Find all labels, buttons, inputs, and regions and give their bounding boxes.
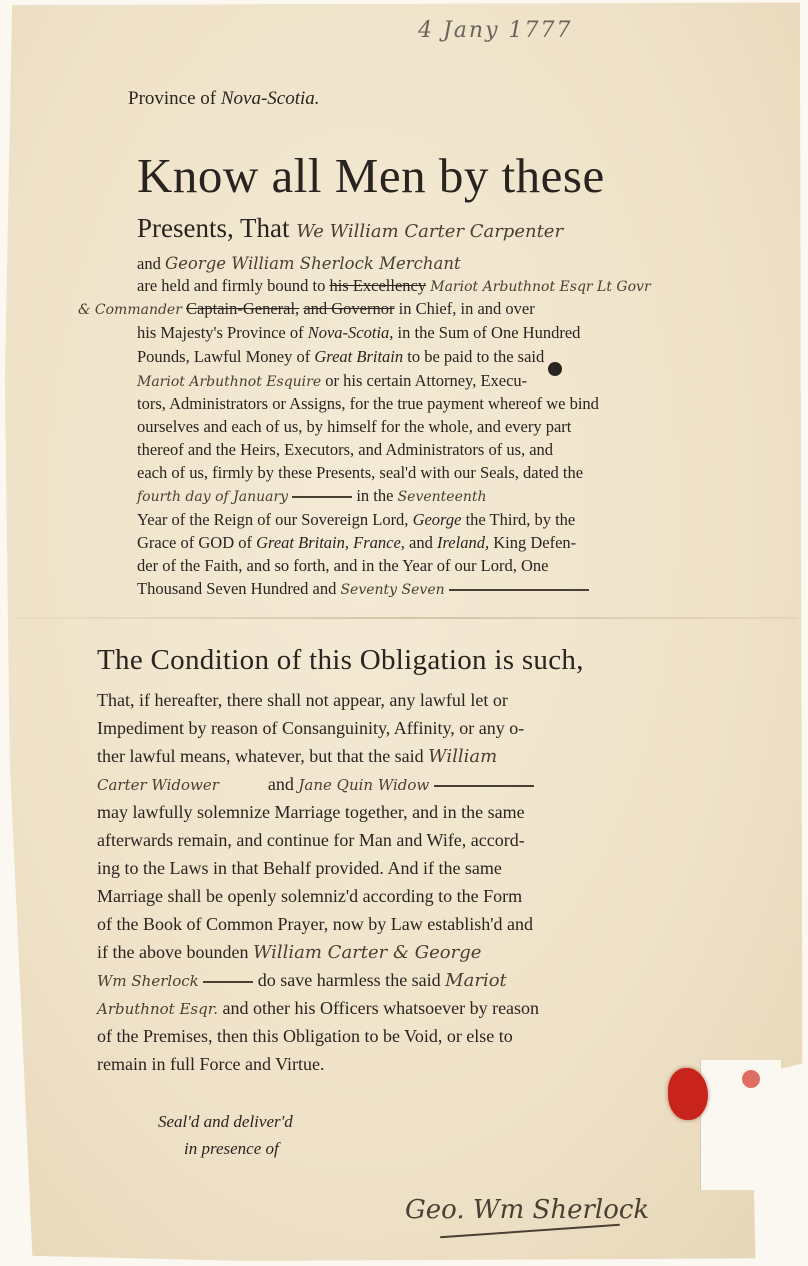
condition-line-12 (97, 995, 539, 1022)
bond-text: the Third, by the (465, 510, 576, 529)
pencil-date-annotation: 4 Jany 1777 (418, 18, 573, 43)
struck-text: his Excellency (329, 276, 427, 295)
struck-text: and Governor (303, 299, 395, 318)
bond-line-10: thereof and the Heirs, Executors, and Administrators of us, and (137, 440, 554, 459)
bond-text: his Majesty's Province of (137, 323, 304, 342)
condition-text: if the above bounden (97, 942, 249, 962)
fill-dash (292, 496, 352, 498)
bond-line-15: der of the Faith, and so forth, and in the Year of our Lord, One (137, 556, 549, 575)
italic-text: Great Britain, (256, 533, 350, 552)
struck-text: Captain-General, (186, 299, 300, 318)
handwritten-field: Mariot Arbuthnot Esquire (137, 374, 322, 390)
condition-line-7: ing to the Laws in that Behalf provided. And if the same (97, 858, 502, 878)
bond-line-8: tors, Administrators or Assigns, for the true payment whereof we bind (137, 394, 599, 413)
handwritten-field: Jane Quin Widow (298, 776, 430, 794)
province-heading (128, 88, 320, 110)
condition-line-11 (97, 967, 507, 994)
fill-dash (203, 981, 253, 983)
condition-line-9: of the Book of Common Prayer, now by Law establish'd and (97, 914, 533, 934)
bond-line-6 (137, 344, 544, 370)
bond-text: Presents, That (137, 213, 290, 243)
bond-text: Pounds, Lawful Money of (137, 347, 311, 366)
wax-seal (668, 1068, 708, 1120)
bond-text: in the (356, 486, 394, 505)
condition-line-2: Impediment by reason of Consanguinity, Affinity, or any o- (97, 718, 525, 738)
condition-line-8: Marriage shall be openly solemniz'd according to the Form (97, 886, 523, 906)
handwritten-field: Carter Widower (97, 776, 219, 794)
paper-tab (700, 1060, 781, 1190)
condition-line-6: afterwards remain, and continue for Man and Wife, accord- (97, 830, 525, 850)
handwritten-field: Seventeenth (397, 489, 487, 505)
bond-text: to be paid to the said (407, 347, 545, 366)
sealed-line-2: in presence of (184, 1139, 279, 1158)
condition-line-3 (97, 743, 497, 770)
handwritten-field: George William Sherlock Merchant (164, 254, 461, 273)
condition-text: ther lawful means, whatever, but that the said (97, 746, 424, 766)
bond-line-1 (137, 213, 563, 244)
bond-line-4 (78, 296, 535, 323)
handwritten-field: Arbuthnot Esqr. (97, 1000, 218, 1018)
condition-line-4 (97, 771, 534, 798)
bond-line-12 (137, 483, 487, 510)
bond-text: or his certain Attorney, Execu- (325, 371, 528, 390)
handwritten-field: fourth day of January (137, 489, 289, 505)
bond-line-9: ourselves and each of us, by himself for the whole, and every part (137, 417, 572, 436)
bond-line-11: each of us, firmly by these Presents, seal'd with our Seals, dated the (137, 463, 584, 482)
condition-text: and (267, 774, 294, 794)
italic-text: George (412, 510, 462, 529)
handwritten-field: & Commander (78, 302, 182, 318)
signature: Geo. Wm Sherlock (405, 1195, 650, 1225)
handwritten-field: William Carter & George (252, 942, 482, 963)
bond-text: are held and firmly bound to (137, 276, 326, 295)
condition-line-10 (97, 939, 481, 966)
italic-text: Nova-Scotia, (307, 323, 394, 342)
document-headline: Know all Men by these (137, 148, 605, 203)
italic-text: Great Britain (314, 347, 404, 366)
handwritten-field: Seventy Seven (340, 582, 445, 598)
handwritten-field: We William Carter Carpenter (296, 221, 564, 242)
sealed-delivered-block (158, 1108, 293, 1162)
condition-text: do save harmless the said (257, 970, 441, 990)
fill-dash (449, 589, 589, 591)
fill-dash (434, 785, 534, 787)
bond-text: Year of the Reign of our Sovereign Lord, (137, 510, 409, 529)
fold-crease (12, 617, 798, 619)
condition-title: The Condition of this Obligation is such, (97, 644, 584, 676)
bond-text: King Defen- (493, 533, 577, 552)
province-name: Nova-Scotia. (220, 88, 320, 109)
wax-residue (742, 1070, 760, 1088)
condition-line-14: remain in full Force and Virtue. (97, 1054, 325, 1074)
bond-text: in Chief, in and over (398, 299, 535, 318)
province-label: Province of (128, 88, 217, 109)
bond-text: and (409, 533, 433, 552)
bond-line-5 (137, 320, 580, 346)
handwritten-field: Wm Sherlock (97, 972, 199, 990)
condition-line-5: may lawfully solemnize Marriage together, and in the same (97, 802, 525, 822)
bond-text: and (137, 254, 161, 273)
bond-text: Grace of GOD of (137, 533, 252, 552)
handwritten-field: William (428, 746, 498, 767)
italic-text: France, (353, 533, 405, 552)
condition-line-1: That, if hereafter, there shall not appear, any lawful let or (97, 690, 508, 710)
sealed-line-1: Seal'd and deliver'd (158, 1112, 293, 1131)
handwritten-field: Mariot (445, 970, 507, 991)
italic-text: Ireland, (437, 533, 490, 552)
bond-text: Thousand Seven Hundred and (137, 579, 337, 598)
condition-text: and other his Officers whatsoever by reason (222, 998, 540, 1018)
condition-line-13: of the Premises, then this Obligation to be Void, or else to (97, 1026, 513, 1046)
bond-line-16 (137, 576, 589, 603)
handwritten-field: Mariot Arbuthnot Esqr Lt Govr (430, 279, 651, 295)
ink-blot (548, 362, 562, 376)
bond-text: in the Sum of One Hundred (397, 323, 581, 342)
